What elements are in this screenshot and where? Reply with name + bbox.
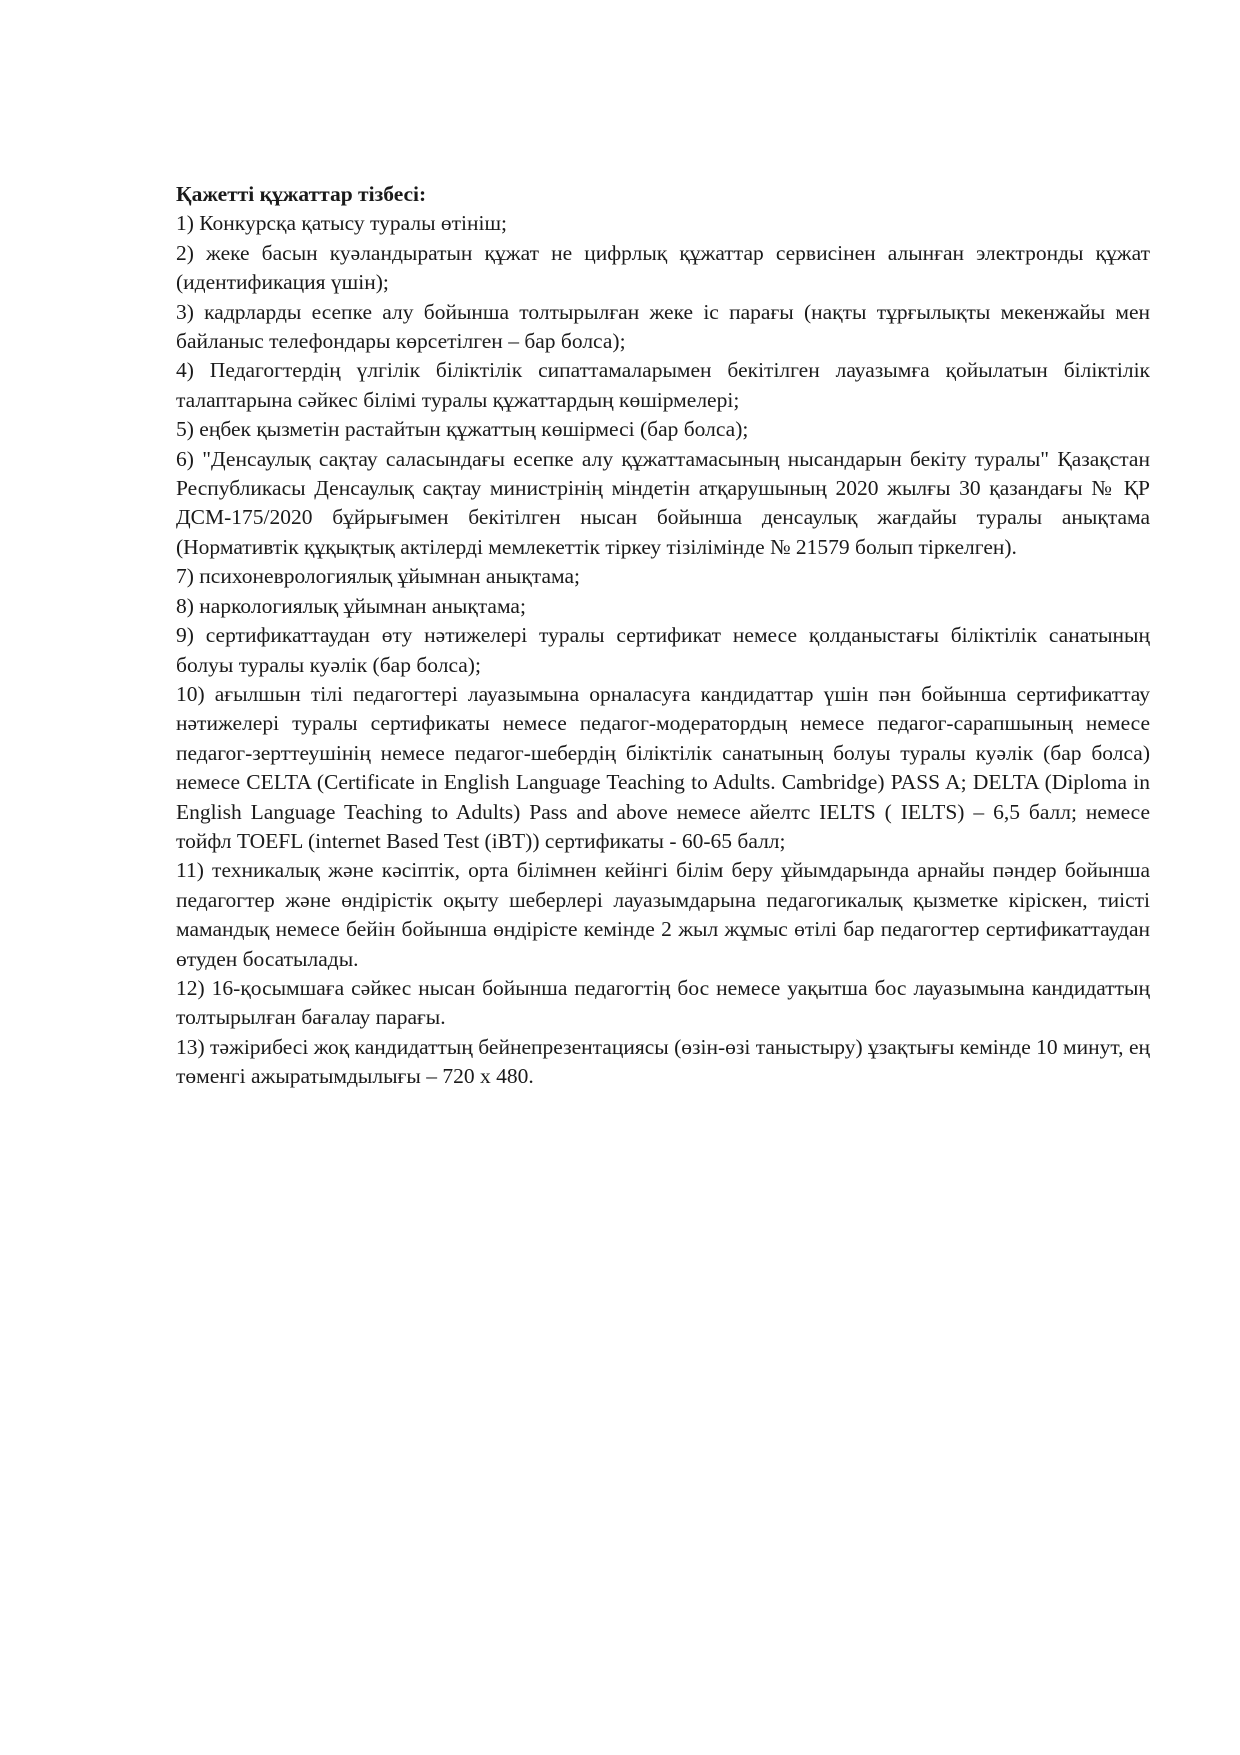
list-item-12: 12) 16-қосымшаға сәйкес нысан бойынша педагогтің бос немесе уақытша бос лауазымына кандидаттың толтырылған бағалау парағы.: [176, 975, 1150, 1030]
list-item-9: 9) сертификаттаудан өту нәтижелері туралы сертификат немесе қолданыстағы біліктілік санатының болуы туралы куәлік (бар болса);: [176, 623, 1150, 677]
list-item-6: 6) "Денсаулық сақтау саласындағы есепке алу құжаттамасының нысандарын бекіту туралы" Қазақстан Республикасы Денсаулық сақтау министрінің міндетін атқарушының 2020 жылғы 30 қазандағы № ҚР ДСМ-175/2020 бұйрығымен бекітілген нысан бойынша денсаулық жағдайы туралы анықтама (Нормативтік құқықтық актілерді мемлекеттік тіркеу тізілімінде № 21579 болып тіркелген).: [176, 446, 1150, 559]
document-page: [176, 180, 1150, 1092]
list-item-13: 13) тәжірибесі жоқ кандидаттың бейнепрезентациясы (өзін-өзі таныстыру) ұзақтығы кемінде 10 минут, ең төменгі ажыратымдылығы – 720 x 480.: [176, 1034, 1150, 1089]
list-item-4: 4) Педагогтердің үлгілік біліктілік сипаттамаларымен бекітілген лауазымға қойылатын біліктілік талаптарына сәйкес білімі туралы құжаттардың көшірмелері;: [176, 358, 1150, 412]
list-item-8: 8) наркологиялық ұйымнан анықтама;: [176, 593, 526, 618]
list-item-7: 7) психоневрологиялық ұйымнан анықтама;: [176, 564, 580, 589]
list-item-3: 3) кадрларды есепке алу бойынша толтырылған жеке іс парағы (нақты тұрғылықты мекенжайы мен байланыс телефондары көрсетілген – бар болса);: [176, 299, 1150, 354]
list-item-10: 10) ағылшын тілі педагогтері лауазымына орналасуға кандидаттар үшін пән бойынша сертификаттау нәтижелері туралы сертификаты немесе педагог-модератордың немесе педагог-сарапшының немесе педагог-зерттеушінің немесе педагог-шебердің біліктілік санатының болуы туралы куәлік (бар болса) немесе CELTA (Certificate in English Language Teaching to Adults. Cambridge) PASS A; DELTA (Diploma in English Language Teaching to Adults) Pass and above немесе айелтс IELTS ( IELTS) – 6,5 балл; немесе тойфл TOEFL (internet Based Test (iBT)) сертификаты - 60-65 балл;: [176, 681, 1150, 853]
list-item-11: 11) техникалық және кәсіптік, орта білімнен кейінгі білім беру ұйымдарында арнайы пәндер бойынша педагогтер және өндірістік оқыту шеберлері лауазымдарына педагогикалық қызметке кіріскен, тиісті мамандық немесе бейін бойынша өндірісте кемінде 2 жыл жұмыс өтілі бар педагогтер сертификаттаудан өтуден босатылады.: [176, 858, 1150, 971]
document-heading: Қажетті құжаттар тізбесі:: [176, 182, 427, 206]
list-item-5: 5) еңбек қызметін растайтын құжаттың көшірмесі (бар болса);: [176, 417, 749, 442]
list-item-2: 2) жеке басын куәландыратын құжат не цифрлық құжаттар сервисінен алынған электронды құжат (идентификация үшін);: [176, 240, 1150, 295]
list-item-1: 1) Конкурсқа қатысу туралы өтініш;: [176, 211, 508, 236]
